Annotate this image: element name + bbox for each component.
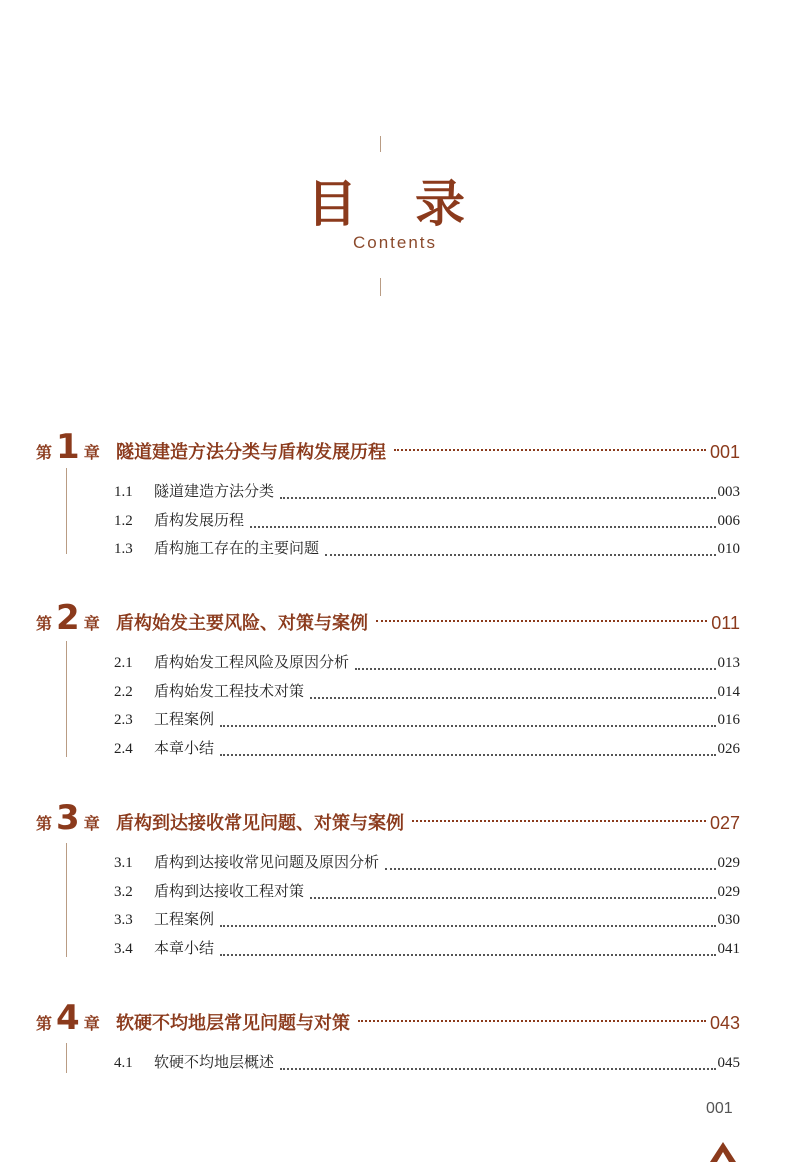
section-title: 盾构始发工程风险及原因分析 <box>154 653 350 671</box>
section-item[interactable] <box>114 737 740 766</box>
dot-leader <box>310 697 715 699</box>
section-number: 3.3 <box>114 912 133 929</box>
chapter-3 <box>36 798 740 957</box>
chapter-heading[interactable] <box>36 998 740 1038</box>
dot-leader <box>220 754 715 756</box>
dot-leader <box>220 925 715 927</box>
dot-leader <box>355 668 715 670</box>
chapter-label <box>36 798 116 838</box>
section-title: 本章小结 <box>154 938 215 957</box>
section-number: 4.1 <box>114 1055 133 1071</box>
section-page: 045 <box>717 1055 740 1071</box>
dot-leader <box>358 1020 706 1022</box>
dot-leader <box>220 954 715 956</box>
section-rule <box>66 641 67 757</box>
section-item[interactable] <box>114 937 740 966</box>
chapter-suffix: 章 <box>83 814 100 833</box>
section-number: 3.4 <box>114 940 133 957</box>
chapter-prefix: 第 <box>36 443 53 462</box>
dot-leader <box>220 725 715 727</box>
chapter-prefix: 第 <box>36 814 53 833</box>
section-number: 1.2 <box>114 512 133 529</box>
chapter-title: 盾构到达接收常见问题、对策与案例 <box>116 813 404 834</box>
chapter-1 <box>36 427 740 558</box>
section-page: 030 <box>717 912 740 929</box>
chapter-page: 011 <box>711 613 740 633</box>
section-title: 盾构始发工程技术对策 <box>154 681 305 700</box>
section-item[interactable] <box>114 537 740 566</box>
section-number: 2.3 <box>114 712 133 729</box>
section-page: 014 <box>717 683 740 700</box>
section-number: 3.2 <box>114 883 133 900</box>
chapter-number: 3 <box>56 798 80 838</box>
section-rule <box>66 468 67 554</box>
section-item[interactable] <box>114 708 740 737</box>
section-page: 013 <box>717 655 740 671</box>
section-page: 006 <box>717 512 740 529</box>
section-item[interactable] <box>114 680 740 709</box>
section-title: 盾构到达接收工程对策 <box>154 881 305 900</box>
section-item[interactable] <box>114 851 740 880</box>
dot-leader <box>280 497 715 499</box>
chapter-prefix: 第 <box>36 614 53 633</box>
section-number: 1.3 <box>114 541 133 558</box>
chapter-suffix: 章 <box>83 1014 100 1033</box>
chapter-number: 1 <box>56 427 80 467</box>
section-number: 1.1 <box>114 484 133 500</box>
section-page: 029 <box>717 855 740 871</box>
chapter-heading[interactable] <box>36 427 740 467</box>
dot-leader <box>412 820 706 822</box>
section-rule <box>66 1043 67 1073</box>
section-title: 本章小结 <box>154 738 215 757</box>
section-rule <box>66 843 67 957</box>
chapter-suffix: 章 <box>83 614 100 633</box>
section-page: 029 <box>717 883 740 900</box>
dot-leader <box>325 554 715 556</box>
section-list <box>114 480 740 566</box>
chapter-title: 隧道建造方法分类与盾构发展历程 <box>116 442 386 463</box>
section-list <box>114 1051 740 1080</box>
section-item[interactable] <box>114 509 740 538</box>
chapter-title: 盾构始发主要风险、对策与案例 <box>116 613 368 634</box>
section-title: 软硬不均地层概述 <box>154 1053 275 1071</box>
dot-leader <box>376 620 707 622</box>
section-item[interactable] <box>114 880 740 909</box>
page-subtitle: Contents <box>352 233 438 252</box>
section-page: 003 <box>717 484 740 500</box>
section-page: 041 <box>717 940 740 957</box>
chapter-number: 2 <box>56 598 80 638</box>
title-top-rule <box>380 136 381 152</box>
chapter-number: 4 <box>56 998 80 1038</box>
section-list <box>114 851 740 965</box>
title-bottom-rule <box>380 278 381 296</box>
chapter-prefix: 第 <box>36 1014 53 1033</box>
dot-leader <box>394 449 706 451</box>
dot-leader <box>280 1068 715 1070</box>
chapter-heading[interactable] <box>36 798 740 838</box>
page-title: 目录 <box>307 174 523 233</box>
chapter-label <box>36 427 116 467</box>
section-title: 隧道建造方法分类 <box>154 482 275 500</box>
chapter-title: 软硬不均地层常见问题与对策 <box>116 1013 350 1034</box>
section-number: 2.2 <box>114 683 133 700</box>
page-number: 001 <box>706 1100 733 1117</box>
chapter-label <box>36 998 116 1038</box>
chapter-page: 001 <box>709 442 740 462</box>
dot-leader <box>310 897 715 899</box>
section-item[interactable] <box>114 1051 740 1080</box>
section-page: 026 <box>717 740 740 757</box>
dot-leader <box>385 868 715 870</box>
dot-leader <box>250 526 715 528</box>
section-item[interactable] <box>114 651 740 680</box>
section-title: 盾构施工存在的主要问题 <box>154 539 320 558</box>
section-page: 010 <box>717 541 740 558</box>
section-number: 2.1 <box>114 655 133 671</box>
section-title: 盾构到达接收常见问题及原因分析 <box>154 853 380 871</box>
section-title: 工程案例 <box>154 710 215 729</box>
section-item[interactable] <box>114 480 740 509</box>
section-list <box>114 651 740 765</box>
chapter-suffix: 章 <box>83 443 100 462</box>
chapter-label <box>36 598 116 638</box>
chapter-heading[interactable] <box>36 598 740 638</box>
chapter-page: 043 <box>709 1013 740 1033</box>
section-title: 工程案例 <box>154 910 215 929</box>
publisher-logo-icon <box>708 1140 738 1162</box>
section-number: 2.4 <box>114 740 133 757</box>
section-page: 016 <box>717 712 740 729</box>
chapter-4 <box>36 998 740 1071</box>
chapter-2 <box>36 598 740 757</box>
section-item[interactable] <box>114 908 740 937</box>
section-title: 盾构发展历程 <box>154 510 245 529</box>
chapter-page: 027 <box>709 813 740 833</box>
section-number: 3.1 <box>114 855 133 871</box>
